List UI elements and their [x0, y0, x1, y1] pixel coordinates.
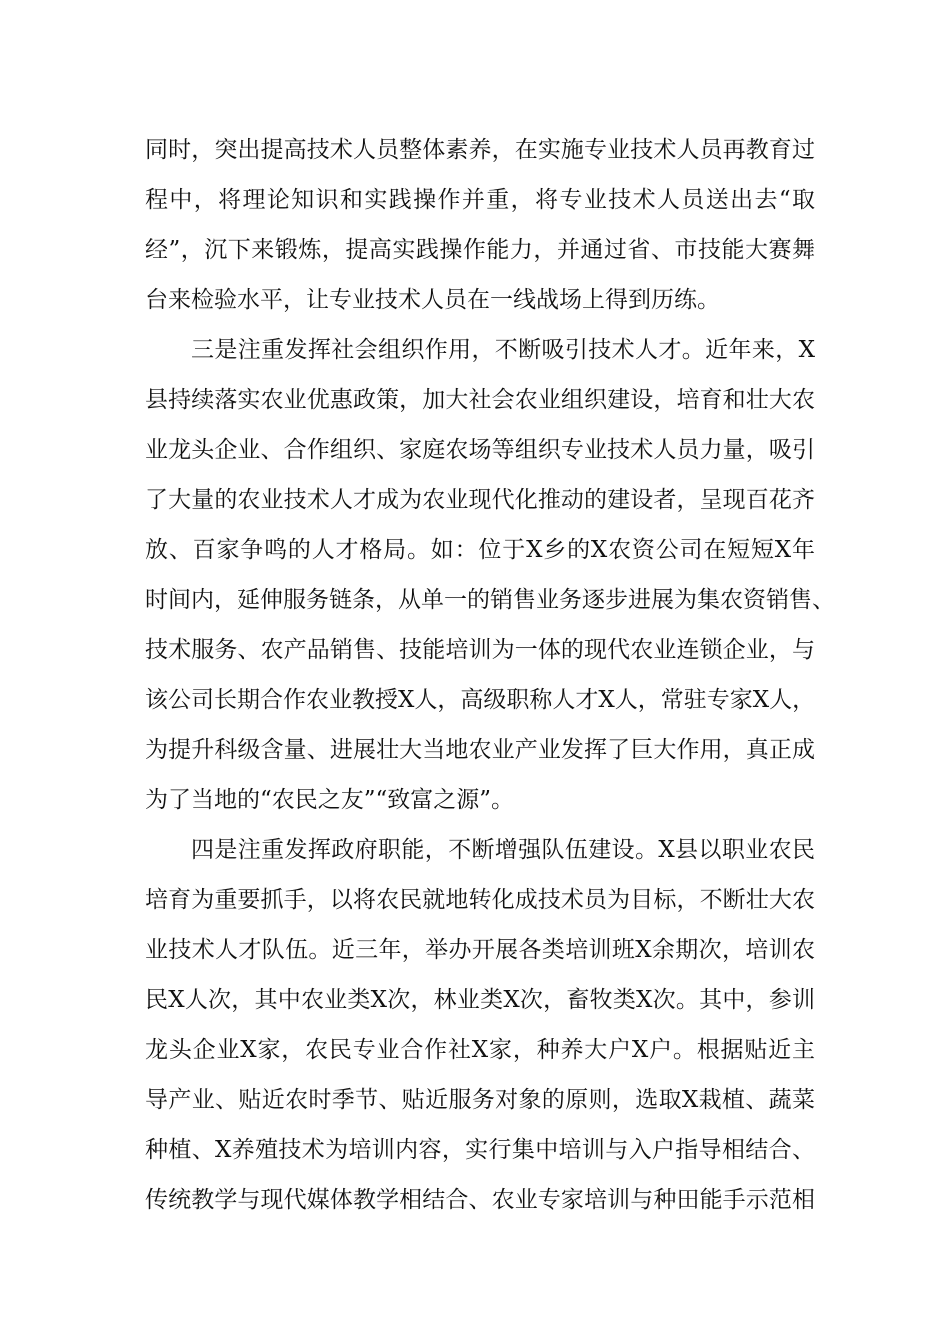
- text-line-17: 业技术人才队伍。近三年，举办开展各类培训班X余期次，培训农: [145, 937, 815, 963]
- text-line-20: 导产业、贴近农时季节、贴近服务对象的原则，选取X栽植、蔬菜: [145, 1087, 815, 1113]
- text-line-21: 种植、X养殖技术为培训内容，实行集中培训与入户指导相结合、: [145, 1137, 815, 1163]
- text-line-22: 传统教学与现代媒体教学相结合、农业专家培训与种田能手示范相: [145, 1187, 815, 1213]
- text-line-12: 该公司长期合作农业教授X人，高级职称人才X人，常驻专家X人，: [145, 687, 816, 713]
- text-line-8: 了大量的农业技术人才成为农业现代化推动的建设者，呈现百花齐: [145, 487, 815, 513]
- text-line-1: 同时，突出提高技术人员整体素养，在实施专业技术人员再教育过: [145, 137, 815, 163]
- text-line-14: 为了当地的“农民之友”“致富之源”。: [145, 787, 515, 813]
- text-line-10: 时间内，延伸服务链条，从单一的销售业务逐步进展为集农资销售、: [145, 587, 835, 613]
- text-line-6: 县持续落实农业优惠政策，加大社会农业组织建设，培育和壮大农: [145, 387, 815, 413]
- text-line-18: 民X人次，其中农业类X次，林业类X次，畜牧类X次。其中，参训: [145, 987, 815, 1013]
- text-line-16: 培育为重要抓手，以将农民就地转化成技术员为目标，不断壮大农: [145, 887, 815, 913]
- text-line-4: 台来检验水平，让专业技术人员在一线战场上得到历练。: [145, 287, 720, 313]
- text-line-13: 为提升科级含量、进展壮大当地农业产业发挥了巨大作用，真正成: [145, 737, 815, 763]
- text-line-2: 程中，将理论知识和实践操作并重，将专业技术人员送出去“取: [145, 187, 815, 213]
- paragraph-3-start: 三是注重发挥社会组织作用，不断吸引技术人才。近年来，X: [191, 337, 815, 363]
- paragraph-4-start: 四是注重发挥政府职能，不断增强队伍建设。X县以职业农民: [191, 837, 815, 863]
- text-line-9: 放、百家争鸣的人才格局。如：位于X乡的X农资公司在短短X年: [145, 537, 815, 563]
- text-line-3: 经”，沉下来锻炼，提高实践操作能力，并通过省、市技能大赛舞: [145, 237, 815, 263]
- text-line-11: 技术服务、农产品销售、技能培训为一体的现代农业连锁企业，与: [145, 637, 815, 663]
- text-line-7: 业龙头企业、合作组织、家庭农场等组织专业技术人员力量，吸引: [145, 437, 815, 463]
- text-line-19: 龙头企业X家，农民专业合作社X家，种养大户X户。根据贴近主: [145, 1037, 815, 1063]
